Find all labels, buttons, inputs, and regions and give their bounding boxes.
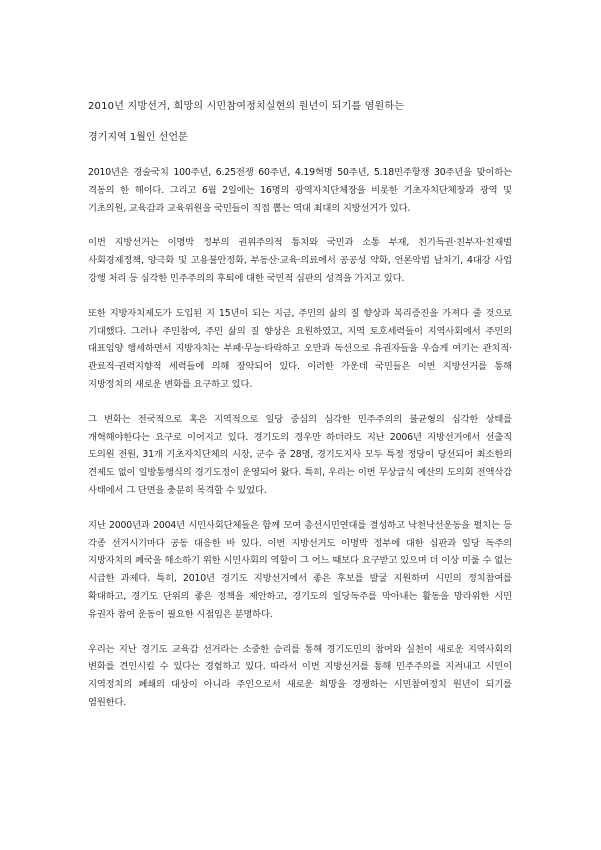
paragraph-5: 지난 2000년과 2004년 시민사회단체들은 함께 모여 총선시민연대를 결성하고 낙천낙선운동을 펼치는 등 각종 선거시기마다 공동 대응한 바 있다. 이번 지방선거도 이명박 정부에 대한 심판과 일당 독주의 지방자치의 폐국을 해소하기 위한 시민사회의 역할이 그 어느 때보다 요구받고 있으며 더 이상 미룰 수 없는 시급한 과제다. 특히, 2010년 경기도 지방선거에서 좋은 후보를 발굴 지원하며 시민의 정치참여를 확대하고, 경기도 단위의 좋은 정책을 제안하고, 경기도의 일당독주를 막아내는 활동을 망라위한 시민 유권자 참여 운동이 필요한 시점임은 분명하다. bbox=[88, 519, 512, 620]
document-title: 2010년 지방선거, 희망의 시민참여정치실현의 원년이 되기를 염원하는 bbox=[88, 101, 405, 112]
paragraph-1: 2010년은 경술국치 100주년, 6.25전쟁 60주년, 4.19혁명 50주년, 5.18민주항쟁 30주년을 맞이하는 격동의 한 해이다. 그리고 6월 2일에는 16명의 광역자치단체장을 비롯한 기초자치단체장과 광역 및 기초의원, 교육감과 교육위원을 국민들이 직접 뽑는 역대 최대의 지방선거가 있다. bbox=[88, 167, 512, 214]
paragraph-2: 이번 지방선거는 이명박 정부의 권위주의적 통치와 국민과 소통 부재, 친기득권·친부자·친재벌 사회경제정책, 양극화 및 고용불안정화, 부동산·교육·의료에서 공공성 약화, 언론악법 날치기, 4대강 사업 강행 처리 등 심각한 민주주의의 후퇴에 대한 국민적 심판의 성격을 가지고 있다. bbox=[88, 237, 512, 284]
paragraph-6: 우리는 지난 경기도 교육감 선거라는 소중한 승리를 통해 경기도민의 참여와 실천이 새로운 지역사회의 변화를 견인시킬 수 있다는 경험하고 있다. 따라서 이번 지방선거를 통해 민주주의를 지켜내고 시민이 지역정치의 폐쇄의 대상이 아니라 주인으로서 새로운 희망을 경쟁하는 시민참여정치 원년이 되기를 염원한다. bbox=[88, 643, 512, 708]
document-subtitle: 경기지역 1월인 선언문 bbox=[88, 132, 188, 143]
paragraph-4: 그 변화는 전국적으로 혹은 지역적으로 일당 중심의 심각한 민주주의의 불균형의 심각한 상태를 개혁해야한다는 요구로 이어지고 있다. 경기도의 경우만 하더라도 지난 2006년 지방선거에서 선출직 도의원 전원, 31개 기초자치단체의 시장, 군수 중 28명, 경기도지사 모두 특정 정당이 당선되어 최소한의 견제도 없이 일방통행식의 경기도정이 운영되어 왔다. 특히, 우리는 이번 무상급식 예산의 도의회 전액삭감 사태에서 그 단면을 충분히 목격할 수 있었다. bbox=[88, 413, 512, 496]
document-page bbox=[88, 101, 512, 712]
paragraph-3: 또한 지방자치제도가 도입된 지 15년이 되는 지금, 주민의 삶의 질 향상과 복리증진을 가져다 줄 것으로 기대했다. 그러나 주민참여, 주민 삶의 질 향상은 요원하였고, 지역 토호세력들이 지역사회에서 주민의 대표임양 행세하면서 지방자치는 부패·무능·타락하고 오만과 독선으로 유권자들을 우습게 여기는 관치적·관료적·권력지향적 세력들에 의해 장악되어 있다. 이러한 가운데 국민들은 이번 지방선거를 통해 지방정치의 새로운 변화를 요구하고 있다. bbox=[88, 307, 512, 390]
